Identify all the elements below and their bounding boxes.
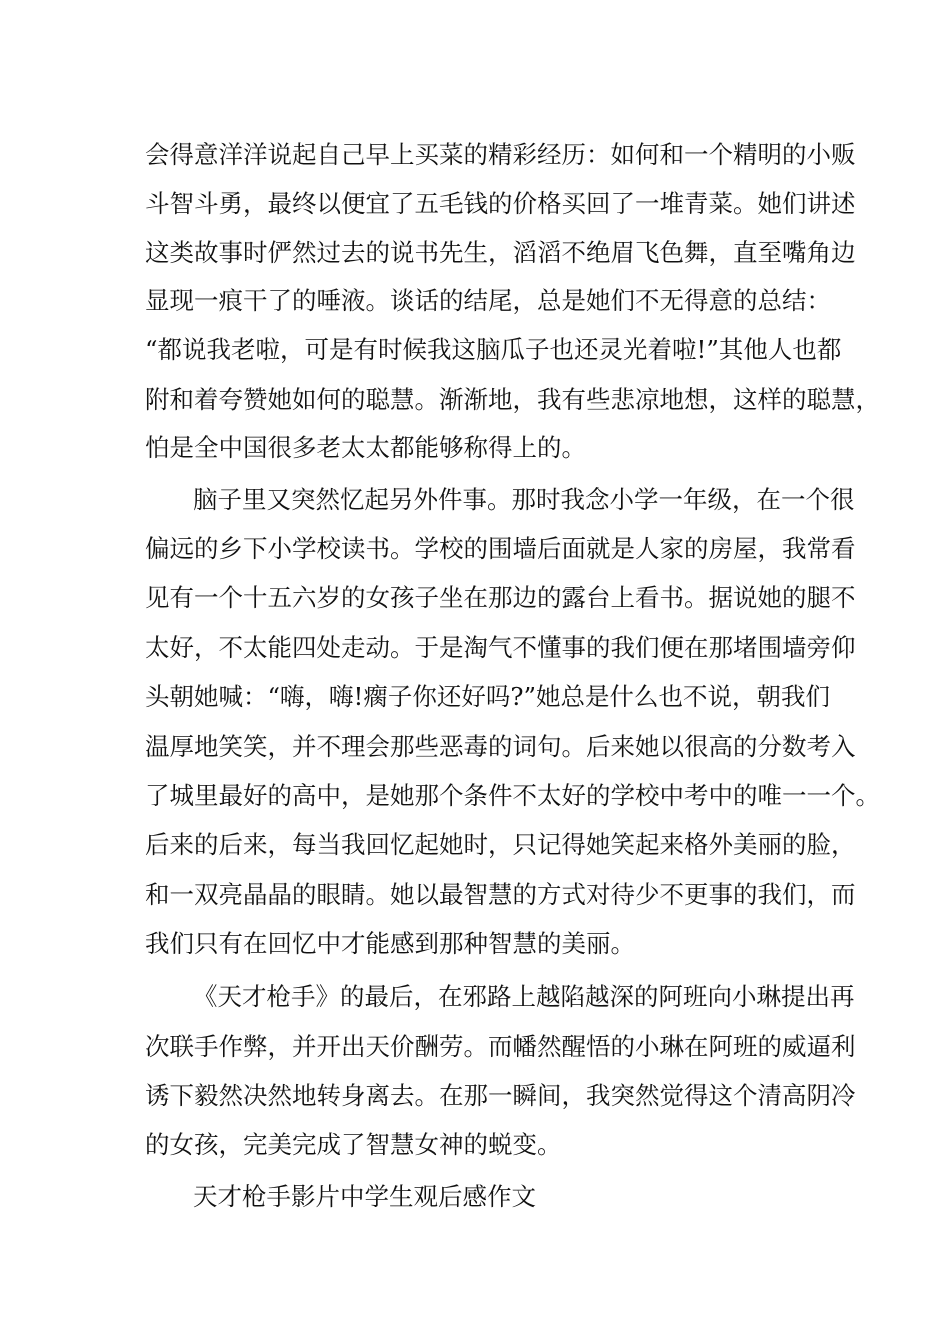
section-title: 天才枪手影片中学生观后感作文 bbox=[193, 1182, 536, 1211]
paragraph-first-line: 《天才枪手》的最后，在邪路上越陷越深的阿班向小琳提出再 bbox=[193, 982, 855, 1011]
paragraph-first-line: 脑子里又突然忆起另外件事。那时我念小学一年级，在一个很 bbox=[193, 485, 855, 514]
text-line: 这类故事时俨然过去的说书先生，滔滔不绝眉飞色舞，直至嘴角边 bbox=[145, 238, 856, 267]
text-line: 怕是全中国很多老太太都能够称得上的。 bbox=[145, 433, 586, 462]
text-line: 温厚地笑笑，并不理会那些恶毒的词句。后来她以很高的分数考入 bbox=[145, 732, 856, 761]
text-line: 附和着夸赞她如何的聪慧。渐渐地，我有些悲凉地想，这样的聪慧， bbox=[145, 385, 880, 414]
text-line: 次联手作弊，并开出天价酬劳。而幡然醒悟的小琳在阿班的威逼利 bbox=[145, 1032, 856, 1061]
text-line: 了城里最好的高中，是她那个条件不太好的学校中考中的唯一一个。 bbox=[145, 781, 880, 810]
text-line: 见有一个十五六岁的女孩子坐在那边的露台上看书。据说她的腿不 bbox=[145, 583, 856, 612]
text-line: 显现一痕干了的唾液。谈话的结尾，总是她们不无得意的总结： bbox=[145, 286, 831, 315]
text-line: 和一双亮晶晶的眼睛。她以最智慧的方式对待少不更事的我们，而 bbox=[145, 880, 856, 909]
text-line: 我们只有在回忆中才能感到那种智慧的美丽。 bbox=[145, 929, 635, 958]
text-line: “都说我老啦，可是有时候我这脑瓜子也还灵光着啦!”其他人也都 bbox=[145, 335, 842, 364]
text-line: 太好，不太能四处走动。于是淘气不懂事的我们便在那堵围墙旁仰 bbox=[145, 633, 856, 662]
text-line: 诱下毅然决然地转身离去。在那一瞬间，我突然觉得这个清高阴冷 bbox=[145, 1081, 856, 1110]
text-line: 斗智斗勇，最终以便宜了五毛钱的价格买回了一堆青菜。她们讲述 bbox=[145, 189, 856, 218]
text-line: 会得意洋洋说起自己早上买菜的精彩经历：如何和一个精明的小贩 bbox=[145, 140, 856, 169]
text-line: 头朝她喊：“嗨，嗨!瘸子你还好吗?”她总是什么也不说，朝我们 bbox=[145, 682, 831, 711]
text-line: 偏远的乡下小学校读书。学校的围墙后面就是人家的房屋，我常看 bbox=[145, 534, 856, 563]
text-line: 的女孩，完美完成了智慧女神的蜕变。 bbox=[145, 1130, 562, 1159]
text-line: 后来的后来，每当我回忆起她时，只记得她笑起来格外美丽的脸， bbox=[145, 830, 856, 859]
